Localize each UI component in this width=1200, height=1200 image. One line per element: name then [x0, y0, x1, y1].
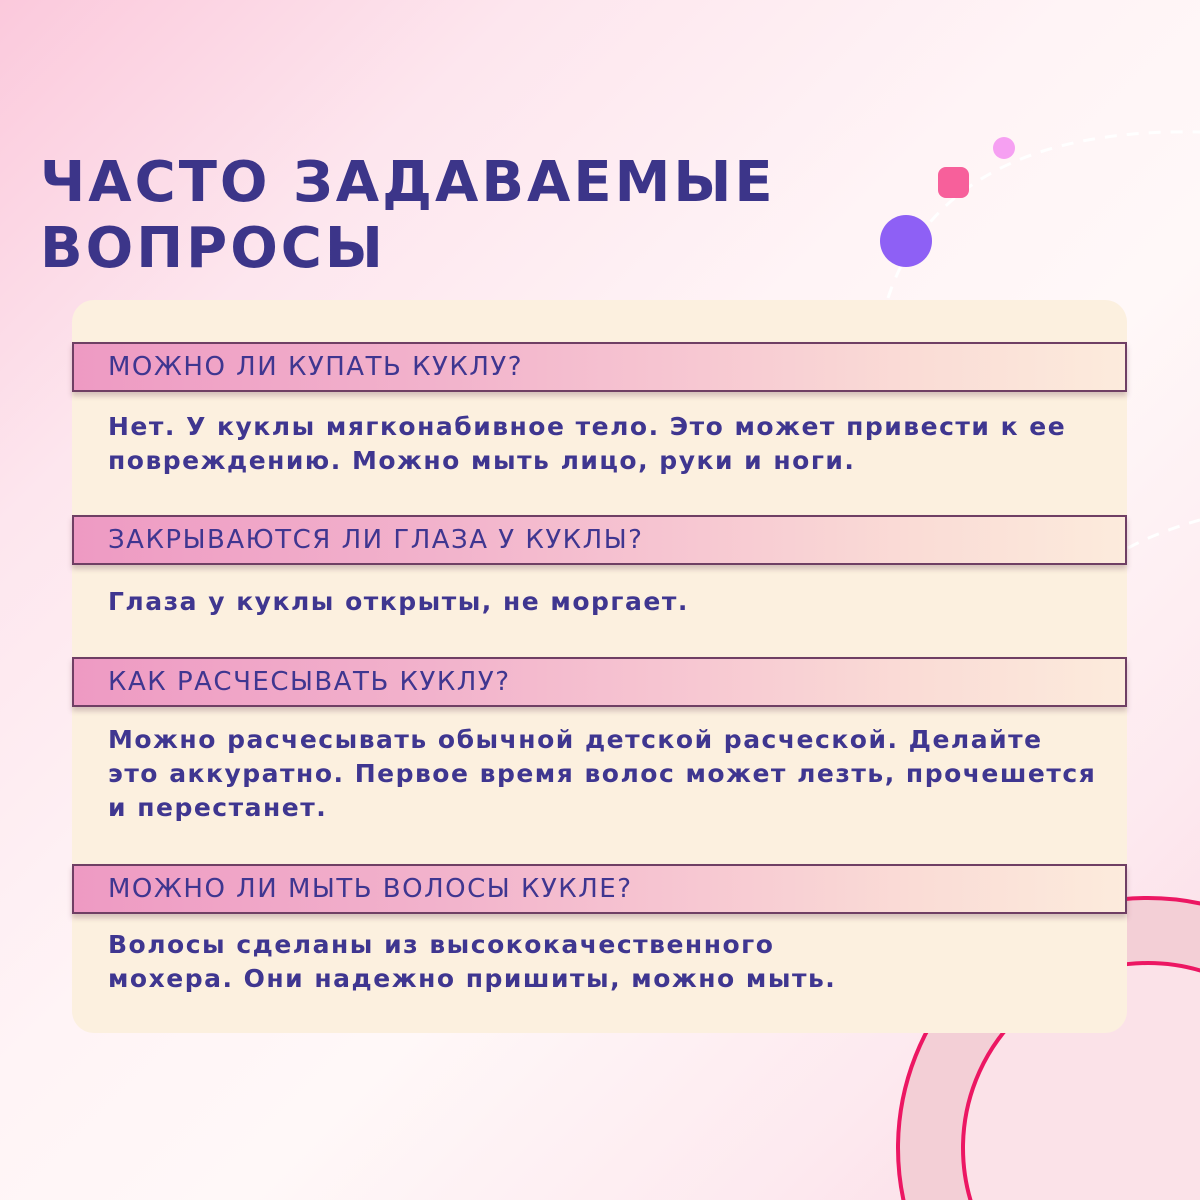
- faq-answer-line: мохера. Они надежно пришиты, можно мыть.: [108, 964, 837, 993]
- faq-answer-line: повреждению. Можно мыть лицо, руки и ноги.: [108, 446, 856, 475]
- faq-answer-combing: [108, 723, 1108, 825]
- faq-answer-line: Нет. У куклы мягконабивное тело. Это может привести к ее: [108, 412, 1067, 441]
- faq-answer-line: Волосы сделаны из высококачественного: [108, 930, 775, 959]
- page-title: [40, 150, 776, 282]
- page-title-line-2: ВОПРОСЫ: [40, 216, 386, 281]
- faq-question-eyes: ЗАКРЫВАЮТСЯ ЛИ ГЛАЗА У КУКЛЫ?: [72, 515, 1127, 565]
- dashed-arc-top: [888, 132, 1200, 298]
- violet-dot-icon: [880, 215, 932, 267]
- pink-square-icon: [938, 167, 969, 198]
- faq-answer-line: Можно расчесывать обычной детской расческой. Делайте: [108, 725, 1043, 754]
- faq-answer-line: это аккуратно. Первое время волос может лезть, прочешется: [108, 759, 1097, 788]
- faq-question-bathing: МОЖНО ЛИ КУПАТЬ КУКЛУ?: [72, 342, 1127, 392]
- faq-answer-eyes: [108, 585, 1108, 619]
- page-title-line-1: ЧАСТО ЗАДАВАЕМЫЕ: [40, 150, 776, 215]
- faq-question-combing: КАК РАСЧЕСЫВАТЬ КУКЛУ?: [72, 657, 1127, 707]
- dashed-arc-right: [1128, 520, 1200, 548]
- faq-question-washing-hair: МОЖНО ЛИ МЫТЬ ВОЛОСЫ КУКЛЕ?: [72, 864, 1127, 914]
- faq-answer-bathing: [108, 410, 1108, 478]
- faq-answer-line: и перестанет.: [108, 793, 328, 822]
- faq-answer-line: Глаза у куклы открыты, не моргает.: [108, 587, 689, 616]
- faq-answer-washing-hair: [108, 928, 1108, 996]
- light-pink-dot-icon: [993, 137, 1015, 159]
